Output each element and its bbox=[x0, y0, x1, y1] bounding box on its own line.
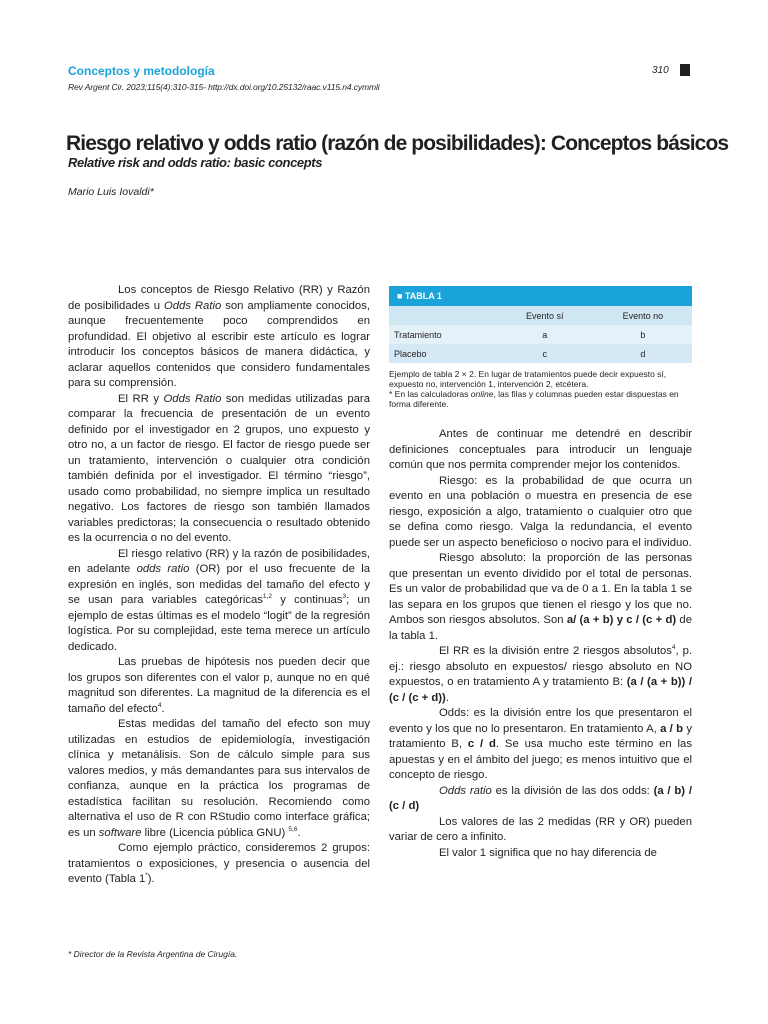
citation: Rev Argent Cir. 2023;115(4):310-315- http://dx.doi.org/10.25132/raac.v115.n4.cymmli bbox=[68, 82, 380, 92]
paragraph: Las pruebas de hipótesis nos pueden decir que los grupos son diferentes con el valor p, aunque no en qué magnitud son diferentes. La magnitud de la diferencia es el tamaño del efecto$^4$. bbox=[68, 656, 370, 715]
paragraph: Riesgo: es la probabilidad de que ocurra un evento en una población o muestra en presencia de ese riesgo, exposición a algo, tratamiento o cualquier otro que se defina como riesgo. Valga la redundancia, el evento puede ser un aspecto beneficioso o nocivo para el individuo. bbox=[389, 474, 692, 549]
paragraph: El valor 1 significa que no hay diferencia de bbox=[439, 846, 657, 859]
page-number: 310 bbox=[652, 65, 669, 76]
page-marker-block bbox=[680, 64, 690, 76]
section-label: Conceptos y metodología bbox=[68, 64, 215, 78]
paragraph: Estas medidas del tamaño del efecto son muy utilizadas en estudios de epidemiología, investigación clínica y metanálisis. Son de cálculo simple para sus valores medios, y más demandantes para sus intervalos de confianza, aunque en la práctica los programas de estadística facilitan su resolución. Recomiendo como alternativa el uso de R con RStudio como interface gráfica; es un software libre (Licencia pública GNU) $^{5,6}$. bbox=[68, 718, 370, 839]
table-row bbox=[389, 325, 692, 344]
author: Mario Luis Iovaldi* bbox=[68, 186, 154, 198]
table-cell: a bbox=[496, 325, 594, 344]
row-label: Tratamiento bbox=[389, 325, 496, 344]
column-header: Evento no bbox=[594, 306, 692, 325]
right-column bbox=[389, 427, 692, 861]
article-title: Riesgo relativo y odds ratio (razón de posibilidades): Conceptos básicos bbox=[66, 132, 729, 155]
table-1 bbox=[389, 286, 692, 409]
paragraph: El riesgo relativo (RR) y la razón de posibilidades, en adelante odds ratio (OR) por el uso frecuente de la expresión en inglés, son medidas del tamaño del efecto y se usan para variables categóricas$^{1,2}$ y continuas$^3$; un ejemplo de estas últimas es el modelo “logit” de la regresión logística. Por su complejidad, este tema merece un artículo dedicado. bbox=[68, 547, 370, 653]
table-cell: c bbox=[496, 344, 594, 363]
article-subtitle: Relative risk and odds ratio: basic concepts bbox=[68, 155, 323, 170]
table-row bbox=[389, 344, 692, 363]
table-note: Ejemplo de tabla 2 × 2. En lugar de tratamientos puede decir expuesto sí, expuesto no, intervención 1, intervención 2, etcétera. * En las calculadoras online, las filas y columnas pueden estar dispuestas en forma diferente. bbox=[389, 369, 679, 409]
paragraph: Como ejemplo práctico, consideremos 2 grupos: tratamientos o exposiciones, y presencia o ausencia del evento (Tabla 1*). bbox=[68, 842, 370, 885]
paragraph: El RR y Odds Ratio son medidas utilizadas para comparar la frecuencia de presentación de un evento definido por el investigador en 2 grupos, uno expuesto y otro no, a un factor de riesgo. El factor de riesgo puede ser un tratamiento, intervención o cualquier otra condición también definida por el investigador. El término “riesgo”, usado como probabilidad, no siempre implica un resultado negativo. Los factores de riesgo son también llamados variables predictoras; la consecuencia o resultado obtenido es la ocurrencia o no del evento. bbox=[68, 392, 370, 544]
paragraph: Riesgo absoluto: la proporción de las personas que presentan un evento dividido por el total de personas. Es un valor de probabilidad que va de 0 a 1. En la tabla 1 se las separa en los grupos que tienen el riesgo y los que no. Ambos son riesgos absolutos. Son a/ (a + b) y c / (c + d) de la tabla 1. bbox=[389, 552, 692, 642]
paragraph: Odds: es la división entre los que presentaron el evento y los que no lo presentaron. En tratamiento A, a / b y tratamiento B, c / d. Se usa mucho este término en las apuestas y en el ámbito del juego; es menos intuitivo que el concepto de riesgo. bbox=[389, 707, 692, 781]
table-cell: b bbox=[594, 325, 692, 344]
paragraph: Antes de continuar me detendré en describir definiciones conceptuales para introducir un lenguaje común que nos permita comprender mejor los contenidos. bbox=[389, 428, 692, 471]
table-header-row bbox=[389, 306, 692, 325]
row-label: Placebo bbox=[389, 344, 496, 363]
paragraph: El RR es la división entre 2 riesgos absolutos$^4$, p. ej.: riesgo absoluto en expuestos/ riesgo absoluto en NO expuestos, o en tratamiento A y tratamiento B: (a / (a + b)) / (c / (c + d)). bbox=[389, 644, 692, 704]
paragraph: Odds ratio es la división de las dos odds: (a / b) / (c / d) bbox=[389, 784, 692, 812]
table-label: ■ TABLA 1 bbox=[389, 286, 692, 306]
table-cell: d bbox=[594, 344, 692, 363]
paragraph: Los conceptos de Riesgo Relativo (RR) y Razón de posibilidades u Odds Ratio son ampliamente conocidos, aunque frecuentemente poco comprendidos en profundidad. El objetivo al escribir este artículo es lograr introducir los conceptos básicos de manera didáctica, y aclarar aquellos contenidos que considero fundamentales para su comprensión. bbox=[68, 284, 370, 389]
column-header: Evento sí bbox=[496, 306, 594, 325]
left-column bbox=[68, 283, 370, 888]
paragraph: Los valores de las 2 medidas (RR y OR) pueden variar de cero a infinito. bbox=[389, 815, 692, 843]
contingency-table bbox=[389, 306, 692, 363]
footnote: * Director de la Revista Argentina de Cirugía. bbox=[68, 949, 238, 959]
